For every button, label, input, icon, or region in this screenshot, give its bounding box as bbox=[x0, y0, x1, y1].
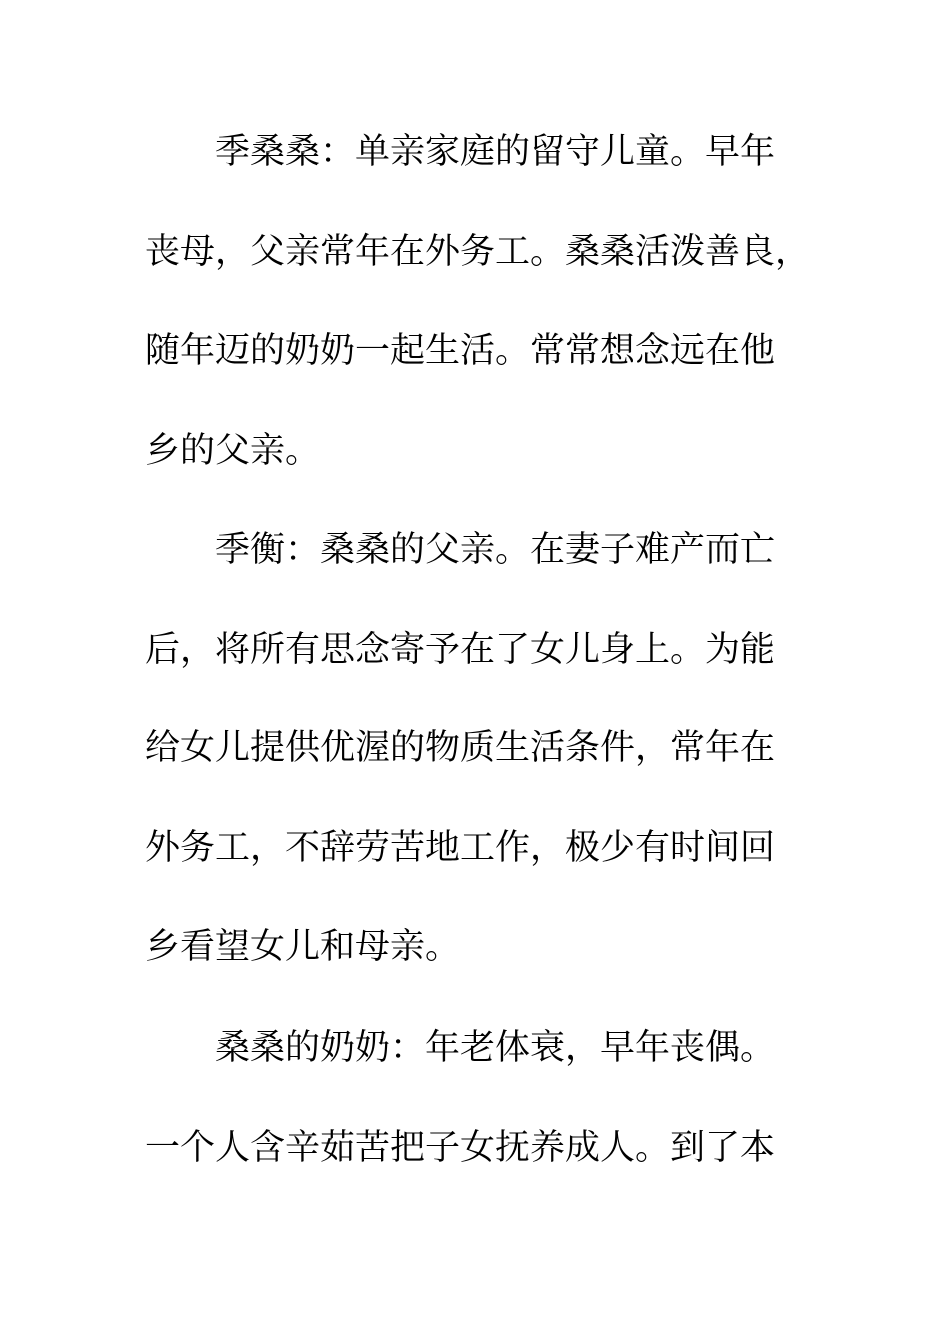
paragraph-2-line-2: 后，将所有思念寄予在了女儿身上。为能 bbox=[145, 630, 776, 670]
paragraph-1-line-2: 丧母，父亲常年在外务工。桑桑活泼善良， bbox=[145, 232, 811, 272]
paragraph-2-line-5: 乡看望女儿和母亲。 bbox=[145, 927, 461, 967]
paragraph-2-line-1: 季衡：桑桑的父亲。在妻子难产而亡 bbox=[215, 530, 776, 570]
paragraph-3-line-2: 一个人含辛茹苦把子女抚养成人。到了本 bbox=[145, 1128, 776, 1168]
paragraph-3-line-1: 桑桑的奶奶：年老体衰，早年丧偶。 bbox=[215, 1028, 776, 1068]
paragraph-1-line-4: 乡的父亲。 bbox=[145, 431, 321, 471]
paragraph-2-line-4: 外务工，不辞劳苦地工作，极少有时间回 bbox=[145, 828, 776, 868]
paragraph-1-line-3: 随年迈的奶奶一起生活。常常想念远在他 bbox=[145, 331, 776, 371]
paragraph-2-line-3: 给女儿提供优渥的物质生活条件，常年在 bbox=[145, 728, 776, 768]
paragraph-1-line-1: 季桑桑：单亲家庭的留守儿童。早年 bbox=[215, 132, 776, 172]
